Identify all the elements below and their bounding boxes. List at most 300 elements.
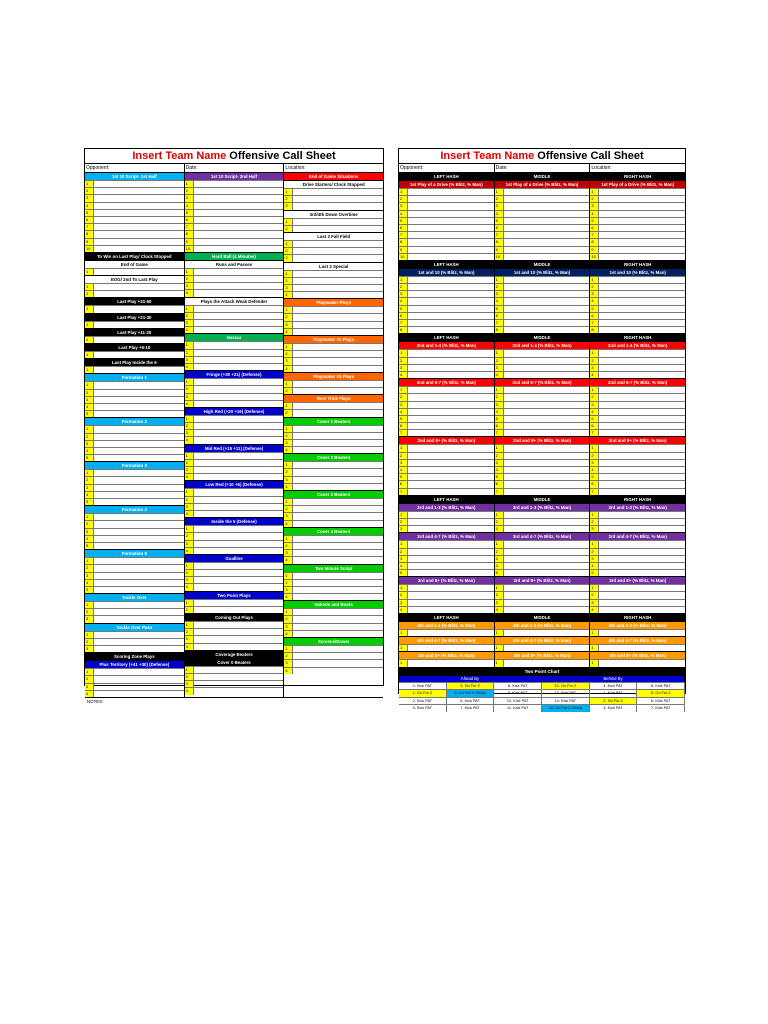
play-row[interactable] (185, 187, 284, 194)
play-row[interactable] (399, 349, 494, 356)
play-entry-cell[interactable] (194, 416, 284, 422)
play-row[interactable] (284, 343, 383, 350)
play-entry-cell[interactable] (194, 313, 284, 319)
play-row[interactable] (85, 447, 184, 454)
play-row[interactable] (284, 579, 383, 586)
play-row[interactable] (284, 387, 383, 394)
play-row[interactable] (495, 195, 590, 202)
play-entry-cell[interactable] (504, 541, 590, 547)
play-row[interactable] (399, 224, 494, 231)
play-entry-cell[interactable] (408, 211, 494, 217)
play-entry-cell[interactable] (504, 402, 590, 408)
play-entry-cell[interactable] (408, 291, 494, 297)
play-row[interactable] (284, 218, 383, 225)
play-row[interactable] (85, 513, 184, 520)
play-row[interactable] (185, 680, 284, 687)
play-row[interactable] (185, 223, 284, 230)
play-entry-cell[interactable] (194, 379, 284, 385)
play-entry-cell[interactable] (293, 278, 383, 284)
play-row[interactable] (185, 216, 284, 223)
play-row[interactable] (399, 364, 494, 371)
play-entry-cell[interactable] (504, 445, 590, 451)
play-row[interactable] (185, 319, 284, 326)
play-entry-cell[interactable] (599, 460, 685, 466)
play-row[interactable] (85, 321, 184, 328)
play-entry-cell[interactable] (94, 367, 184, 373)
play-entry-cell[interactable] (504, 416, 590, 422)
play-row[interactable] (495, 644, 590, 651)
play-row[interactable] (85, 615, 184, 622)
play-row[interactable] (185, 326, 284, 333)
play-row[interactable] (185, 312, 284, 319)
play-entry-cell[interactable] (94, 231, 184, 237)
play-row[interactable] (590, 415, 685, 422)
play-row[interactable] (399, 408, 494, 415)
play-entry-cell[interactable] (94, 441, 184, 447)
play-row[interactable] (185, 400, 284, 407)
play-row[interactable] (590, 422, 685, 429)
play-entry-cell[interactable] (293, 484, 383, 490)
play-row[interactable] (85, 403, 184, 410)
play-entry-cell[interactable] (194, 563, 284, 569)
play-row[interactable] (590, 305, 685, 312)
play-row[interactable] (85, 216, 184, 223)
play-row[interactable] (85, 223, 184, 230)
play-entry-cell[interactable] (599, 298, 685, 304)
play-row[interactable] (85, 690, 184, 697)
play-entry-cell[interactable] (94, 646, 184, 652)
play-entry-cell[interactable] (408, 313, 494, 319)
play-entry-cell[interactable] (94, 426, 184, 432)
play-row[interactable] (185, 378, 284, 385)
play-row[interactable] (399, 518, 494, 525)
play-entry-cell[interactable] (504, 306, 590, 312)
play-row[interactable] (85, 433, 184, 440)
play-entry-cell[interactable] (293, 426, 383, 432)
play-entry-cell[interactable] (293, 322, 383, 328)
play-row[interactable] (284, 549, 383, 556)
play-entry-cell[interactable] (194, 364, 284, 370)
play-entry-cell[interactable] (94, 485, 184, 491)
play-row[interactable] (85, 608, 184, 615)
play-entry-cell[interactable] (194, 231, 284, 237)
play-row[interactable] (590, 644, 685, 651)
play-entry-cell[interactable] (504, 519, 590, 525)
play-row[interactable] (85, 410, 184, 417)
play-row[interactable] (185, 666, 284, 673)
play-row[interactable] (590, 188, 685, 195)
play-entry-cell[interactable] (194, 453, 284, 459)
play-row[interactable] (495, 290, 590, 297)
play-row[interactable] (185, 496, 284, 503)
play-entry-cell[interactable] (194, 622, 284, 628)
play-row[interactable] (495, 283, 590, 290)
play-row[interactable] (399, 231, 494, 238)
play-entry-cell[interactable] (599, 394, 685, 400)
play-row[interactable] (399, 305, 494, 312)
play-row[interactable] (590, 562, 685, 569)
play-row[interactable] (85, 351, 184, 358)
play-row[interactable] (185, 238, 284, 245)
play-entry-cell[interactable] (293, 646, 383, 652)
play-entry-cell[interactable] (94, 224, 184, 230)
play-entry-cell[interactable] (408, 474, 494, 480)
play-row[interactable] (85, 202, 184, 209)
play-entry-cell[interactable] (194, 437, 284, 443)
play-row[interactable] (185, 540, 284, 547)
play-row[interactable] (85, 683, 184, 690)
play-row[interactable] (185, 289, 284, 296)
play-row[interactable] (399, 386, 494, 393)
play-row[interactable] (85, 336, 184, 343)
play-row[interactable] (590, 326, 685, 333)
play-row[interactable] (284, 608, 383, 615)
play-entry-cell[interactable] (194, 644, 284, 650)
play-entry-cell[interactable] (94, 291, 184, 297)
play-entry-cell[interactable] (408, 467, 494, 473)
play-row[interactable] (590, 540, 685, 547)
play-row[interactable] (399, 297, 494, 304)
play-row[interactable] (399, 480, 494, 487)
play-row[interactable] (284, 572, 383, 579)
play-entry-cell[interactable] (599, 512, 685, 518)
play-row[interactable] (284, 556, 383, 563)
play-row[interactable] (590, 357, 685, 364)
play-row[interactable] (85, 572, 184, 579)
play-entry-cell[interactable] (293, 285, 383, 291)
play-row[interactable] (185, 532, 284, 539)
date-field[interactable]: Date: (185, 164, 285, 172)
play-entry-cell[interactable] (94, 514, 184, 520)
play-entry-cell[interactable] (599, 247, 685, 253)
play-row[interactable] (590, 584, 685, 591)
play-entry-cell[interactable] (194, 667, 284, 673)
play-row[interactable] (590, 246, 685, 253)
play-entry-cell[interactable] (293, 241, 383, 247)
play-entry-cell[interactable] (293, 314, 383, 320)
play-row[interactable] (495, 217, 590, 224)
play-entry-cell[interactable] (599, 196, 685, 202)
play-row[interactable] (85, 440, 184, 447)
play-entry-cell[interactable] (293, 499, 383, 505)
play-entry-cell[interactable] (293, 616, 383, 622)
play-row[interactable] (85, 520, 184, 527)
play-row[interactable] (185, 606, 284, 613)
play-entry-cell[interactable] (293, 594, 383, 600)
play-row[interactable] (495, 188, 590, 195)
play-entry-cell[interactable] (94, 434, 184, 440)
play-entry-cell[interactable] (408, 600, 494, 606)
play-row[interactable] (284, 350, 383, 357)
play-row[interactable] (399, 276, 494, 283)
play-entry-cell[interactable] (293, 307, 383, 313)
play-entry-cell[interactable] (194, 511, 284, 517)
play-row[interactable] (399, 555, 494, 562)
play-row[interactable] (85, 498, 184, 505)
play-row[interactable] (185, 510, 284, 517)
play-entry-cell[interactable] (504, 247, 590, 253)
play-row[interactable] (85, 528, 184, 535)
play-entry-cell[interactable] (194, 541, 284, 547)
play-row[interactable] (185, 230, 284, 237)
play-row[interactable] (85, 542, 184, 549)
play-row[interactable] (495, 562, 590, 569)
play-row[interactable] (399, 511, 494, 518)
play-row[interactable] (495, 629, 590, 636)
play-entry-cell[interactable] (194, 688, 284, 694)
play-row[interactable] (185, 415, 284, 422)
play-entry-cell[interactable] (194, 577, 284, 583)
play-entry-cell[interactable] (293, 189, 383, 195)
play-entry-cell[interactable] (293, 292, 383, 298)
play-row[interactable] (399, 525, 494, 532)
play-row[interactable] (185, 599, 284, 606)
play-row[interactable] (85, 268, 184, 275)
play-entry-cell[interactable] (504, 350, 590, 356)
play-row[interactable] (495, 429, 590, 436)
play-entry-cell[interactable] (504, 453, 590, 459)
play-row[interactable] (495, 312, 590, 319)
play-entry-cell[interactable] (504, 320, 590, 326)
play-entry-cell[interactable] (293, 631, 383, 637)
play-entry-cell[interactable] (599, 474, 685, 480)
play-entry-cell[interactable] (293, 366, 383, 372)
play-row[interactable] (85, 631, 184, 638)
play-row[interactable] (399, 195, 494, 202)
play-row[interactable] (590, 238, 685, 245)
opponent-field[interactable]: Opponent: (399, 164, 495, 172)
play-row[interactable] (399, 246, 494, 253)
play-entry-cell[interactable] (194, 342, 284, 348)
play-entry-cell[interactable] (194, 327, 284, 333)
play-entry-cell[interactable] (408, 320, 494, 326)
play-entry-cell[interactable] (408, 460, 494, 466)
play-entry-cell[interactable] (194, 276, 284, 282)
play-row[interactable] (495, 202, 590, 209)
play-row[interactable] (85, 476, 184, 483)
play-entry-cell[interactable] (194, 526, 284, 532)
play-entry-cell[interactable] (504, 549, 590, 555)
play-row[interactable] (399, 210, 494, 217)
play-row[interactable] (590, 393, 685, 400)
play-row[interactable] (590, 629, 685, 636)
play-row[interactable] (185, 245, 284, 252)
play-entry-cell[interactable] (599, 306, 685, 312)
play-row[interactable] (399, 371, 494, 378)
play-row[interactable] (85, 305, 184, 312)
play-entry-cell[interactable] (293, 513, 383, 519)
play-row[interactable] (590, 231, 685, 238)
play-row[interactable] (284, 328, 383, 335)
play-entry-cell[interactable] (599, 541, 685, 547)
play-entry-cell[interactable] (408, 232, 494, 238)
play-row[interactable] (85, 396, 184, 403)
play-entry-cell[interactable] (504, 409, 590, 415)
play-entry-cell[interactable] (94, 337, 184, 343)
play-row[interactable] (590, 364, 685, 371)
play-entry-cell[interactable] (504, 358, 590, 364)
play-row[interactable] (495, 422, 590, 429)
play-row[interactable] (399, 429, 494, 436)
play-entry-cell[interactable] (94, 529, 184, 535)
play-row[interactable] (185, 673, 284, 680)
play-row[interactable] (495, 371, 590, 378)
play-row[interactable] (185, 341, 284, 348)
play-row[interactable] (399, 253, 494, 260)
play-row[interactable] (284, 291, 383, 298)
play-entry-cell[interactable] (194, 629, 284, 635)
play-row[interactable] (495, 238, 590, 245)
play-row[interactable] (284, 270, 383, 277)
play-row[interactable] (85, 180, 184, 187)
play-row[interactable] (85, 230, 184, 237)
play-entry-cell[interactable] (194, 246, 284, 252)
play-row[interactable] (284, 461, 383, 468)
play-row[interactable] (495, 518, 590, 525)
play-entry-cell[interactable] (94, 669, 184, 675)
play-entry-cell[interactable] (599, 313, 685, 319)
play-row[interactable] (185, 473, 284, 480)
play-entry-cell[interactable] (293, 580, 383, 586)
play-row[interactable] (284, 254, 383, 261)
play-row[interactable] (399, 606, 494, 613)
play-row[interactable] (185, 569, 284, 576)
play-row[interactable] (590, 511, 685, 518)
play-entry-cell[interactable] (599, 232, 685, 238)
play-entry-cell[interactable] (408, 218, 494, 224)
play-row[interactable] (399, 548, 494, 555)
play-row[interactable] (590, 217, 685, 224)
play-row[interactable] (85, 209, 184, 216)
play-row[interactable] (85, 586, 184, 593)
date-field[interactable]: Date: (495, 164, 591, 172)
play-entry-cell[interactable] (293, 573, 383, 579)
play-row[interactable] (284, 520, 383, 527)
play-entry-cell[interactable] (408, 445, 494, 451)
play-entry-cell[interactable] (504, 218, 590, 224)
play-entry-cell[interactable] (94, 352, 184, 358)
play-row[interactable] (495, 606, 590, 613)
play-entry-cell[interactable] (94, 684, 184, 690)
play-entry-cell[interactable] (599, 320, 685, 326)
play-row[interactable] (284, 188, 383, 195)
play-entry-cell[interactable] (194, 489, 284, 495)
play-row[interactable] (85, 668, 184, 675)
play-row[interactable] (399, 312, 494, 319)
play-entry-cell[interactable] (293, 248, 383, 254)
play-entry-cell[interactable] (408, 585, 494, 591)
play-entry-cell[interactable] (504, 232, 590, 238)
play-entry-cell[interactable] (194, 497, 284, 503)
play-entry-cell[interactable] (504, 423, 590, 429)
play-entry-cell[interactable] (504, 387, 590, 393)
play-row[interactable] (284, 476, 383, 483)
play-row[interactable] (590, 312, 685, 319)
play-row[interactable] (284, 645, 383, 652)
play-row[interactable] (399, 188, 494, 195)
play-entry-cell[interactable] (94, 306, 184, 312)
play-entry-cell[interactable] (599, 585, 685, 591)
play-row[interactable] (185, 268, 284, 275)
play-row[interactable] (399, 393, 494, 400)
play-entry-cell[interactable] (94, 521, 184, 527)
play-entry-cell[interactable] (599, 211, 685, 217)
play-entry-cell[interactable] (293, 462, 383, 468)
play-row[interactable] (284, 667, 383, 674)
play-entry-cell[interactable] (408, 660, 494, 666)
play-row[interactable] (495, 319, 590, 326)
play-row[interactable] (284, 615, 383, 622)
play-entry-cell[interactable] (293, 506, 383, 512)
play-row[interactable] (590, 480, 685, 487)
play-row[interactable] (284, 483, 383, 490)
play-entry-cell[interactable] (408, 409, 494, 415)
play-row[interactable] (495, 540, 590, 547)
play-row[interactable] (185, 282, 284, 289)
play-entry-cell[interactable] (94, 470, 184, 476)
play-entry-cell[interactable] (194, 430, 284, 436)
play-row[interactable] (85, 535, 184, 542)
play-entry-cell[interactable] (94, 411, 184, 417)
play-entry-cell[interactable] (504, 284, 590, 290)
play-entry-cell[interactable] (504, 600, 590, 606)
play-entry-cell[interactable] (599, 416, 685, 422)
play-entry-cell[interactable] (293, 550, 383, 556)
play-entry-cell[interactable] (194, 674, 284, 680)
play-row[interactable] (185, 436, 284, 443)
play-row[interactable] (85, 564, 184, 571)
play-entry-cell[interactable] (194, 306, 284, 312)
play-row[interactable] (284, 313, 383, 320)
play-entry-cell[interactable] (194, 224, 284, 230)
play-entry-cell[interactable] (408, 402, 494, 408)
play-entry-cell[interactable] (94, 397, 184, 403)
play-entry-cell[interactable] (408, 387, 494, 393)
play-entry-cell[interactable] (599, 409, 685, 415)
play-entry-cell[interactable] (293, 410, 383, 416)
play-row[interactable] (399, 319, 494, 326)
play-row[interactable] (284, 432, 383, 439)
play-row[interactable] (185, 180, 284, 187)
play-row[interactable] (85, 645, 184, 652)
play-row[interactable] (284, 225, 383, 232)
play-row[interactable] (85, 283, 184, 290)
play-entry-cell[interactable] (599, 277, 685, 283)
play-row[interactable] (495, 297, 590, 304)
play-row[interactable] (284, 247, 383, 254)
play-row[interactable] (185, 393, 284, 400)
play-row[interactable] (284, 380, 383, 387)
play-entry-cell[interactable] (94, 181, 184, 187)
play-row[interactable] (284, 586, 383, 593)
play-row[interactable] (590, 386, 685, 393)
play-entry-cell[interactable] (504, 394, 590, 400)
play-row[interactable] (590, 408, 685, 415)
play-row[interactable] (495, 584, 590, 591)
play-entry-cell[interactable] (94, 492, 184, 498)
play-row[interactable] (85, 245, 184, 252)
play-entry-cell[interactable] (94, 499, 184, 505)
play-row[interactable] (185, 525, 284, 532)
play-row[interactable] (399, 473, 494, 480)
play-row[interactable] (495, 659, 590, 666)
play-entry-cell[interactable] (293, 351, 383, 357)
play-entry-cell[interactable] (194, 548, 284, 554)
play-row[interactable] (284, 357, 383, 364)
play-entry-cell[interactable] (293, 388, 383, 394)
play-entry-cell[interactable] (408, 563, 494, 569)
play-entry-cell[interactable] (599, 481, 685, 487)
